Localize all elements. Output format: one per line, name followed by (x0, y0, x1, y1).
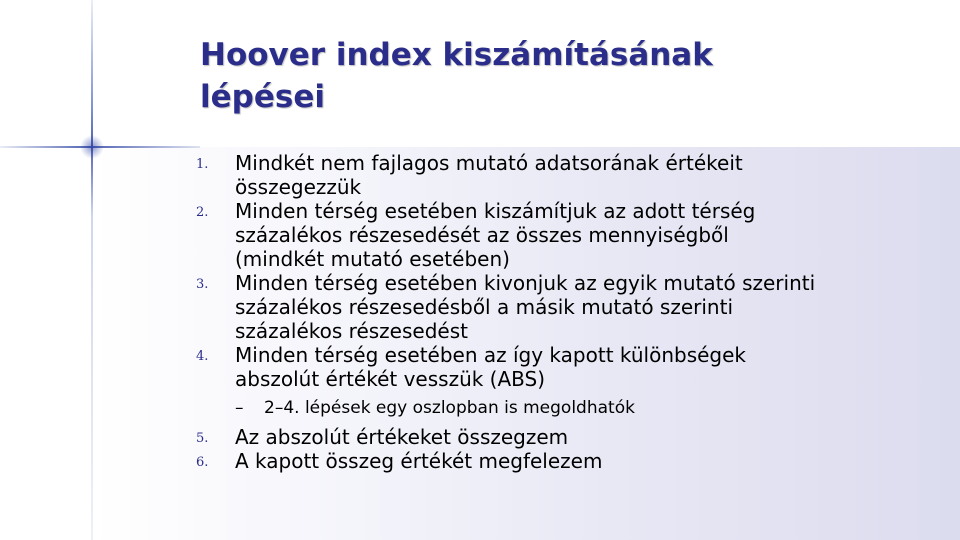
sub-note (196, 397, 816, 419)
item-text: Minden térség esetében kivonjuk az egyik mutató szerinti százalékos részesedésből a másik mutató szerinti százalékos részesedést (235, 271, 816, 343)
item-number: 3. (196, 277, 209, 292)
sub-note-dash: – (235, 398, 244, 418)
list-item (196, 271, 816, 343)
item-number: 4. (196, 349, 209, 364)
item-text: Minden térség esetében az így kapott különbségek abszolút értékét vesszük (ABS) (235, 343, 747, 391)
item-number: 5. (196, 431, 209, 446)
slide-title: Hoover index kiszámításának lépései (200, 37, 713, 115)
item-text: A kapott összeg értékét megfelezem (235, 449, 603, 473)
item-number: 1. (196, 157, 209, 172)
item-text: Minden térség esetében kiszámítjuk az adott térség százalékos részesedését az összes mennyiségből (mindkét mutató esetében) (235, 199, 756, 271)
sub-note-text: 2–4. lépések egy oszlopban is megoldhatók (264, 398, 635, 418)
list-item (196, 343, 816, 391)
item-number: 6. (196, 455, 209, 470)
steps-list (196, 151, 816, 473)
list-item (196, 151, 816, 199)
vertical-accent-line (91, 0, 93, 540)
crosshair-glow (80, 135, 104, 159)
list-item (196, 449, 816, 473)
list-item (196, 425, 816, 449)
item-number: 2. (196, 205, 209, 220)
item-text: Az abszolút értékeket összegzem (235, 425, 569, 449)
item-text: Mindkét nem fajlagos mutató adatsorának értékeit összegezzük (235, 151, 743, 199)
list-item (196, 199, 816, 271)
